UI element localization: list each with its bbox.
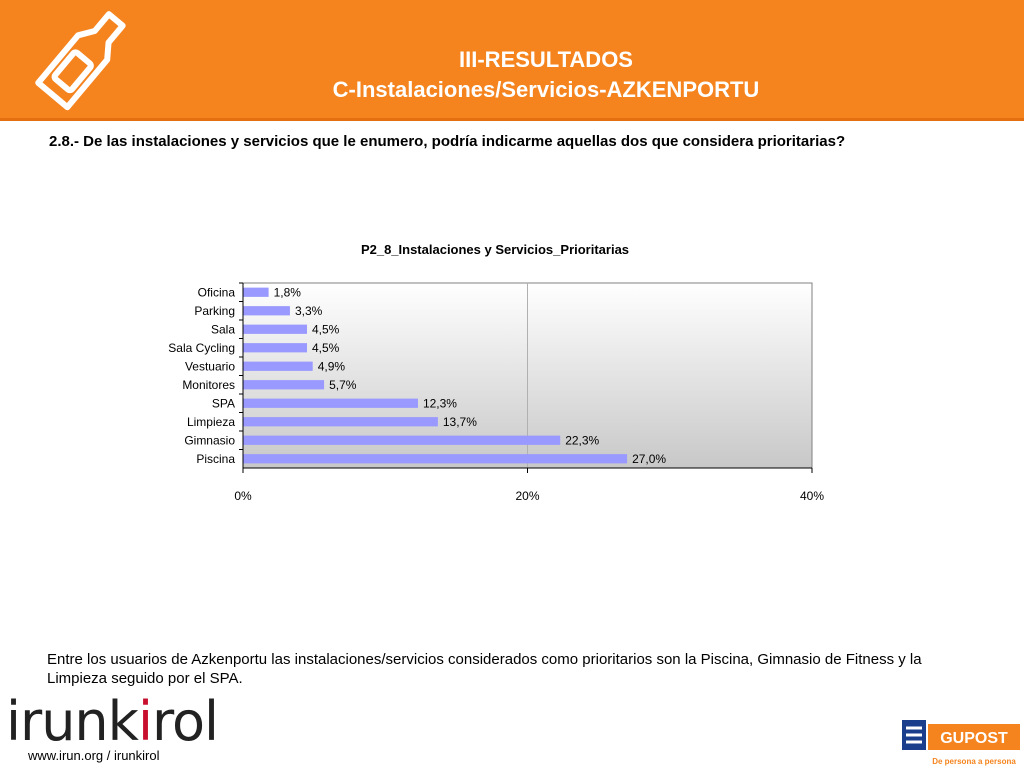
bar-monitores — [243, 380, 324, 389]
summary-text: Entre los usuarios de Azkenportu las instalaciones/servicios considerados como prioritarios son la Piscina, Gimnasio de Fitness y la Limpieza seguido por el SPA. — [47, 651, 922, 687]
data-label: 5,7% — [329, 377, 357, 392]
category-label: SPA — [211, 396, 235, 411]
irunkirol-logo — [6, 690, 218, 753]
category-label: Sala Cycling — [168, 340, 235, 355]
bar-vestuario — [243, 362, 313, 371]
bar-spa — [243, 399, 418, 408]
data-label: 27,0% — [632, 451, 667, 466]
bar-limpieza — [243, 417, 438, 426]
data-label: 3,3% — [294, 303, 323, 318]
logo-text-start: irunk — [6, 690, 138, 753]
x-tick-label: 20% — [515, 489, 540, 503]
data-label: 22,3% — [565, 433, 600, 448]
gupost-slogan: De persona a persona — [932, 757, 1016, 766]
x-tick-label: 0% — [234, 489, 252, 503]
data-label: 13,7% — [442, 414, 477, 429]
category-label: Vestuario — [184, 359, 235, 374]
survey-question: 2.8.- De las instalaciones y servicios que le enumero, podría indicarme aquellas dos que considera prioritarias? — [49, 133, 846, 150]
bar-gimnasio — [243, 436, 560, 445]
category-label: Gimnasio — [184, 433, 235, 448]
category-label: Monitores — [182, 377, 235, 392]
data-label: 12,3% — [422, 396, 457, 411]
bar-sala-cycling — [243, 343, 307, 352]
data-label: 4,5% — [312, 340, 340, 355]
x-tick-label: 40% — [799, 489, 825, 503]
bar-sala — [243, 325, 307, 334]
gupost-logo — [902, 720, 1022, 768]
category-label: Parking — [194, 303, 235, 318]
data-label: 4,5% — [312, 322, 340, 337]
page-title: III-RESULTADOS — [459, 47, 633, 72]
bar-parking — [243, 306, 290, 315]
category-label: Limpieza — [186, 414, 235, 429]
data-label: 4,9% — [317, 359, 346, 374]
category-label: Piscina — [196, 451, 235, 466]
bar-piscina — [243, 454, 627, 463]
category-label: Oficina — [197, 285, 235, 300]
category-label: Sala — [210, 322, 235, 337]
logo-text-accent: i — [137, 690, 152, 753]
gupost-name: GUPOST — [940, 730, 1008, 747]
logo-text-end: rol — [151, 690, 219, 753]
chart-title: P2_8_Instalaciones y Servicios_Prioritarias — [360, 242, 630, 257]
website-link[interactable]: www.irun.org / irunkirol — [28, 748, 160, 763]
page-subtitle: C-Instalaciones/Servicios-AZKENPORTU — [332, 77, 760, 102]
bar-oficina — [243, 288, 269, 297]
data-label: 1,8% — [273, 285, 301, 300]
